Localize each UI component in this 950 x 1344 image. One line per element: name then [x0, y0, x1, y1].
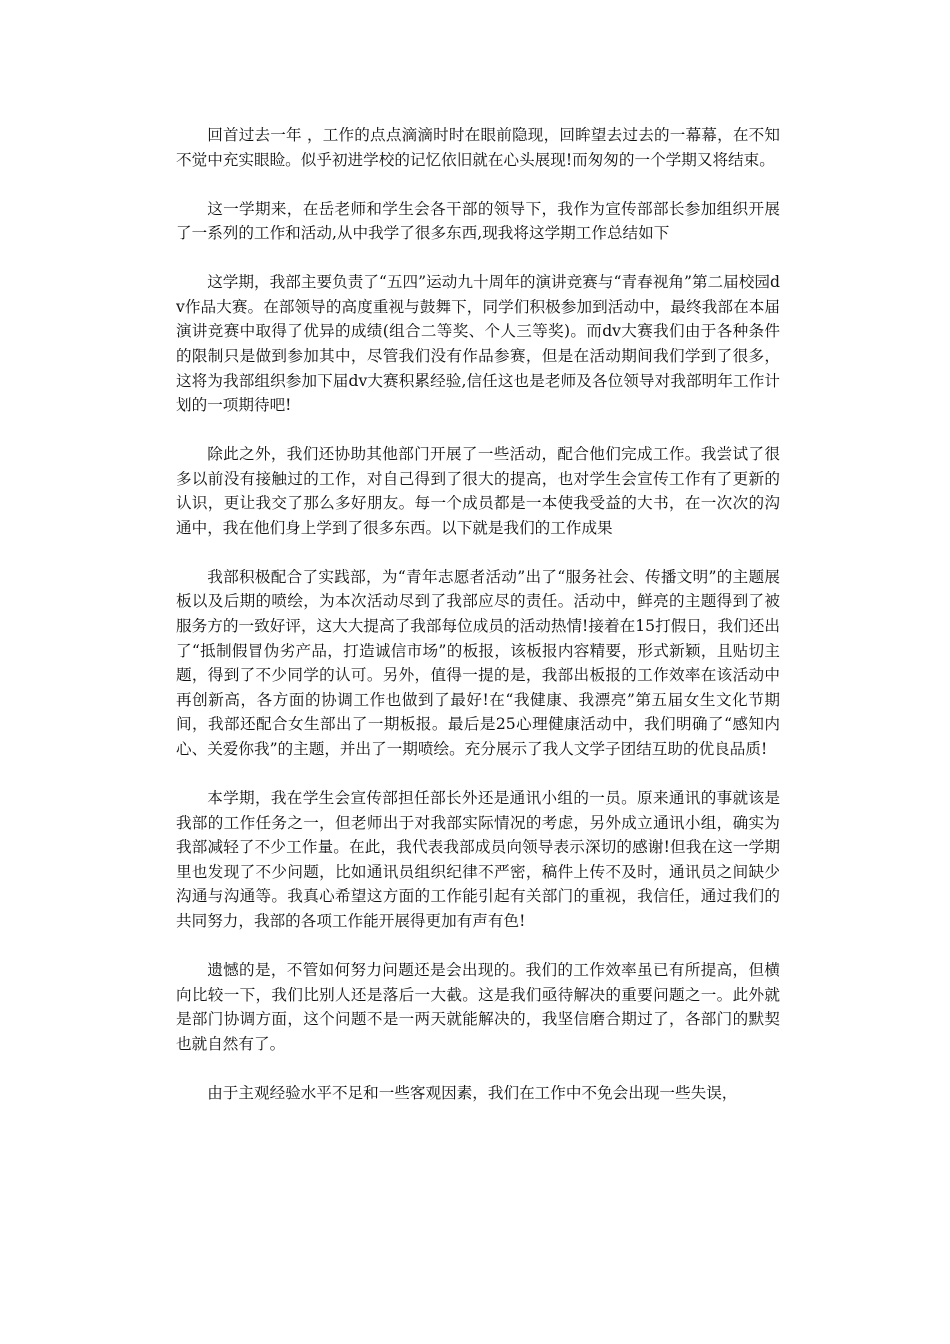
paragraph-4: 除此之外，我们还协助其他部门开展了一些活动，配合他们完成工作。我尝试了很多以前没有接触过的工作，对自己得到了很大的提高，也对学生会宣传工作有了更新的认识，更让我交了那么多好朋友。每一个成员都是一本使我受益的大书，在一次次的沟通中，我在他们身上学到了很多东西。以下就是我们的工作成果	[176, 445, 780, 537]
paragraph-1: 回首过去一年 ，工作的点点滴滴时时在眼前隐现，回眸望去过去的一幕幕，在不知不觉中充实眼睑。似乎初进学校的记忆依旧就在心头展现!而匆匆的一个学期又将结束。	[176, 126, 780, 169]
paragraph-7: 遗憾的是，不管如何努力问题还是会出现的。我们的工作效率虽已有所提高，但横向比较一下，我们比别人还是落后一大截。这是我们亟待解决的重要问题之一。此外就是部门协调方面，这个问题不是一两天就能解决的，我坚信磨合期过了，各部门的默契也就自然有了。	[176, 960, 780, 1053]
paragraph-5: 我部积极配合了实践部，为“青年志愿者活动”出了“服务社会、传播文明”的主题展板以及后期的喷绘，为本次活动尽到了我部应尽的责任。活动中，鲜亮的主题得到了被服务方的一致好评，这大大提高了我部每位成员的活动热情!接着在15打假日，我们还出了“抵制假冒伪劣产品，打造诚信市场”的板报，该板报内容精要，形式新颖，且贴切主题，得到了不少同学的认可。另外，值得一提的是，我部出板报的工作效率在该活动中再创新高，各方面的协调工作也做到了最好!在“我健康、我漂亮”第五届女生文化节期间，我部还配合女生部出了一期板报。最后是25心理健康活动中，我们明确了“感知内心、关爱你我”的主题，并出了一期喷绘。充分展示了我人文学子团结互助的优良品质!	[176, 567, 780, 759]
paragraph-2: 这一学期来，在岳老师和学生会各干部的领导下，我作为宣传部部长参加组织开展了一系列的工作和活动,从中我学了很多东西,现我将这学期工作总结如下	[176, 199, 780, 243]
paragraph-6: 本学期，我在学生会宣传部担任部长外还是通讯小组的一员。原来通讯的事就该是我部的工作任务之一，但老师出于对我部实际情况的考虑，另外成立通讯小组，确实为我部减轻了不少工作量。在此，我代表我部成员向领导表示深切的感谢!但我在这一学期里也发现了不少问题，比如通讯员组织纪律不严密，稿件上传不及时，通讯员之间缺少沟通与沟通等。我真心希望这方面的工作能引起有关部门的重视，我信任，通过我们的共同努力，我部的各项工作能开展得更加有声有色!	[176, 789, 780, 930]
document-page	[176, 123, 780, 1130]
paragraph-3: 这学期，我部主要负责了“五四”运动九十周年的演讲竞赛与“青春视角”第二届校园dv作品大赛。在部领导的高度重视与鼓舞下，同学们积极参加到活动中，最终我部在本届演讲竞赛中取得了优异的成绩(组合二等奖、个人三等奖)。而dv大赛我们由于各种条件的限制只是做到参加其中，尽管我们没有作品参赛，但是在活动期间我们学到了很多，这将为我部组织参加下届dv大赛积累经验,信任这也是老师及各位领导对我部明年工作计划的一项期待吧!	[176, 273, 780, 415]
paragraph-8: 由于主观经验水平不足和一些客观因素，我们在工作中不免会出现一些失误，	[207, 1083, 738, 1102]
